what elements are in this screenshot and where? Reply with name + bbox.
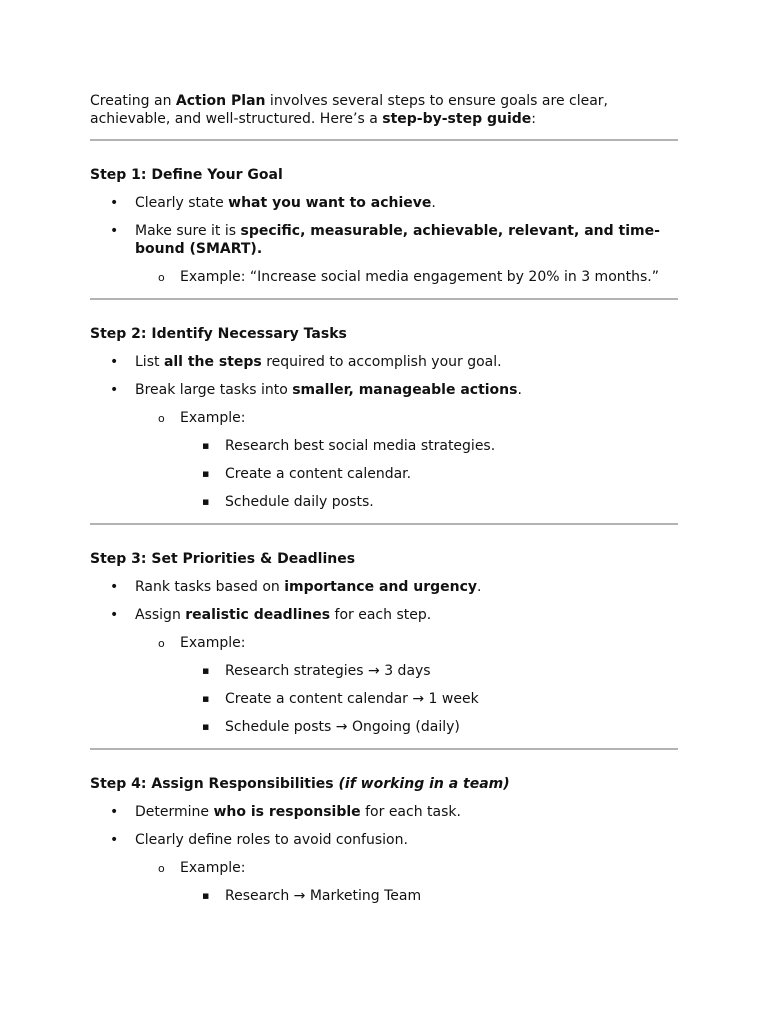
step-4-heading: Step 4: Assign Responsibilities (if working in a team)	[90, 776, 510, 792]
list-item: • Clearly state what you want to achieve.	[90, 194, 678, 212]
list-item: • List all the steps required to accomplish your goal.	[90, 353, 678, 371]
step-2-heading: Step 2: Identify Necessary Tasks	[90, 326, 347, 342]
step-3-list	[90, 578, 678, 736]
sub-list-item: ▪ Create a content calendar.	[90, 465, 678, 483]
sub-list-item: ▪ Research strategies → 3 days	[90, 662, 678, 680]
intro-text: involves several steps to ensure goals are clear, achievable, and well-structured. Here’s a	[90, 93, 608, 127]
list-item: • Assign realistic deadlines for each step.	[90, 606, 678, 624]
example-item: o Example: “Increase social media engagement by 20% in 3 months.”	[90, 268, 678, 286]
list-item: • Rank tasks based on importance and urgency.	[90, 578, 678, 596]
divider	[90, 298, 678, 300]
list-item: • Make sure it is specific, measurable, achievable, relevant, and time-bound (SMART).	[90, 222, 678, 258]
example-item: o Example:	[90, 634, 678, 652]
list-item: • Break large tasks into smaller, manageable actions.	[90, 381, 678, 399]
document-page	[90, 92, 678, 905]
intro-text: :	[531, 111, 536, 127]
step-2-list	[90, 353, 678, 511]
intro-bold: Action Plan	[175, 93, 266, 109]
sub-list-item: ▪ Create a content calendar → 1 week	[90, 690, 678, 708]
sub-list-item: ▪ Research best social media strategies.	[90, 437, 678, 455]
divider	[90, 748, 678, 750]
step-1-list	[90, 194, 678, 286]
intro-paragraph	[90, 92, 678, 128]
sub-list-item: ▪ Schedule posts → Ongoing (daily)	[90, 718, 678, 736]
sub-list-item: ▪ Research → Marketing Team	[90, 887, 678, 905]
step-4-list	[90, 803, 678, 905]
intro-text: Creating an	[90, 93, 176, 109]
divider	[90, 139, 678, 141]
list-item: • Determine who is responsible for each task.	[90, 803, 678, 821]
intro-bold: step-by-step guide	[382, 111, 532, 127]
sub-list-item: ▪ Schedule daily posts.	[90, 493, 678, 511]
step-3-heading: Step 3: Set Priorities & Deadlines	[90, 551, 356, 567]
example-item: o Example:	[90, 409, 678, 427]
divider	[90, 523, 678, 525]
example-item: o Example:	[90, 859, 678, 877]
step-1-heading: Step 1: Define Your Goal	[90, 167, 283, 183]
list-item: • Clearly define roles to avoid confusion.	[90, 831, 678, 849]
